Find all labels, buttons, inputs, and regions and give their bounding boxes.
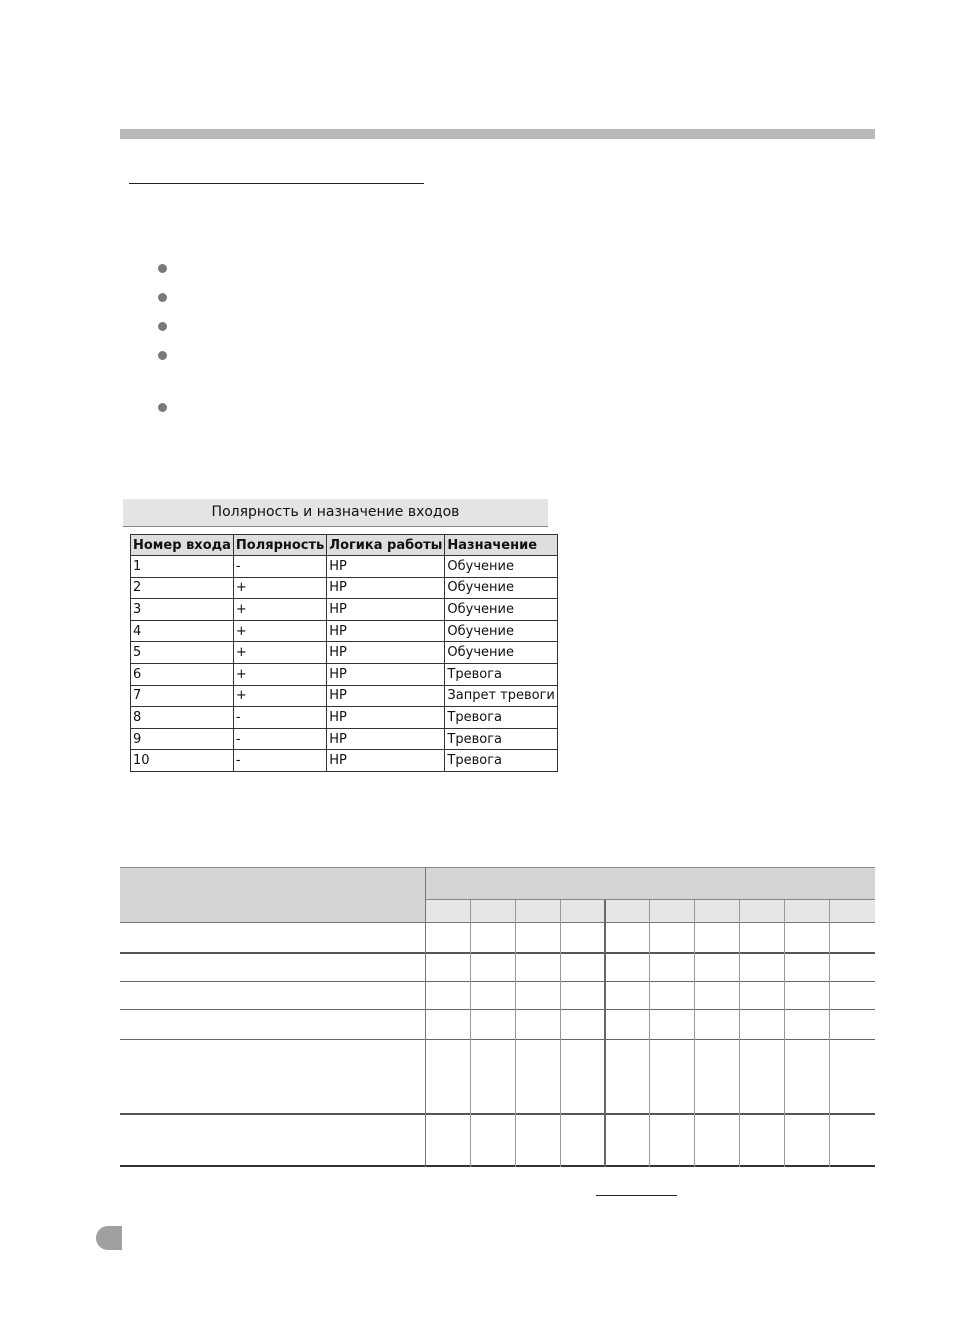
grid-line bbox=[120, 1165, 875, 1167]
polarity-cell: + bbox=[233, 685, 326, 707]
purpose-cell: Запрет тревоги bbox=[445, 685, 557, 707]
logic-cell: НР bbox=[327, 707, 445, 729]
grid-header-left bbox=[120, 867, 425, 922]
logic-cell: НР bbox=[327, 728, 445, 750]
grid-line bbox=[515, 900, 516, 1167]
table-row bbox=[131, 728, 558, 750]
table-row bbox=[131, 750, 558, 772]
bullet-item bbox=[158, 403, 167, 412]
input-number-cell: 4 bbox=[131, 620, 234, 642]
input-number-cell: 6 bbox=[131, 663, 234, 685]
grid-line bbox=[829, 900, 830, 1167]
polarity-cell: + bbox=[233, 663, 326, 685]
grid-line bbox=[694, 900, 695, 1167]
purpose-cell: Тревога bbox=[445, 663, 557, 685]
grid-line bbox=[120, 981, 875, 982]
polarity-cell: + bbox=[233, 642, 326, 664]
table-row bbox=[131, 663, 558, 685]
bullet-item bbox=[158, 322, 167, 331]
logic-cell: НР bbox=[327, 620, 445, 642]
polarity-cell: + bbox=[233, 620, 326, 642]
grid-line bbox=[120, 922, 875, 923]
footer-underline bbox=[596, 1195, 677, 1196]
top-header-rule bbox=[120, 129, 875, 139]
logic-cell: НР bbox=[327, 663, 445, 685]
polarity-cell: - bbox=[233, 707, 326, 729]
input-number-cell: 9 bbox=[131, 728, 234, 750]
column-header: Логика работы bbox=[327, 535, 445, 556]
logic-cell: НР bbox=[327, 685, 445, 707]
table-row bbox=[131, 642, 558, 664]
empty-grid-table bbox=[120, 867, 875, 1167]
polarity-cell: - bbox=[233, 556, 326, 578]
grid-line bbox=[739, 900, 740, 1167]
input-number-cell: 7 bbox=[131, 685, 234, 707]
grid-line bbox=[120, 1113, 875, 1115]
table-row bbox=[131, 620, 558, 642]
table-row bbox=[131, 685, 558, 707]
purpose-cell: Тревога bbox=[445, 750, 557, 772]
bullet-item bbox=[158, 264, 167, 273]
input-number-cell: 3 bbox=[131, 599, 234, 621]
purpose-cell: Тревога bbox=[445, 707, 557, 729]
purpose-cell: Обучение bbox=[445, 642, 557, 664]
polarity-cell: + bbox=[233, 599, 326, 621]
grid-line bbox=[425, 867, 426, 1167]
polarity-title: Полярность и назначение входов bbox=[123, 499, 548, 527]
input-number-cell: 10 bbox=[131, 750, 234, 772]
grid-line bbox=[649, 900, 650, 1167]
purpose-cell: Обучение bbox=[445, 599, 557, 621]
polarity-cell: + bbox=[233, 577, 326, 599]
purpose-cell: Обучение bbox=[445, 577, 557, 599]
logic-cell: НР bbox=[327, 642, 445, 664]
grid-line bbox=[604, 900, 606, 1167]
polarity-table bbox=[130, 534, 558, 772]
input-number-cell: 2 bbox=[131, 577, 234, 599]
input-number-cell: 8 bbox=[131, 707, 234, 729]
column-header: Назначение bbox=[445, 535, 557, 556]
input-number-cell: 1 bbox=[131, 556, 234, 578]
grid-line bbox=[120, 1039, 875, 1040]
grid-line bbox=[120, 1009, 875, 1010]
table-row bbox=[131, 599, 558, 621]
grid-line bbox=[470, 900, 471, 1167]
column-header: Номер входа bbox=[131, 535, 234, 556]
logic-cell: НР bbox=[327, 556, 445, 578]
table-row bbox=[131, 707, 558, 729]
column-header: Полярность bbox=[233, 535, 326, 556]
table-header-row bbox=[131, 535, 558, 556]
polarity-cell: - bbox=[233, 728, 326, 750]
purpose-cell: Тревога bbox=[445, 728, 557, 750]
input-number-cell: 5 bbox=[131, 642, 234, 664]
grid-line bbox=[560, 900, 561, 1167]
purpose-cell: Обучение bbox=[445, 620, 557, 642]
bullet-item bbox=[158, 293, 167, 302]
logic-cell: НР bbox=[327, 599, 445, 621]
logic-cell: НР bbox=[327, 750, 445, 772]
grid-header-group bbox=[426, 867, 875, 899]
section-title-underline bbox=[129, 183, 424, 184]
table-row bbox=[131, 577, 558, 599]
grid-line bbox=[120, 867, 875, 868]
grid-header-subcolumns bbox=[426, 900, 875, 922]
polarity-screenshot bbox=[123, 499, 555, 779]
grid-line bbox=[120, 952, 875, 954]
grid-line bbox=[426, 899, 875, 900]
polarity-cell: - bbox=[233, 750, 326, 772]
purpose-cell: Обучение bbox=[445, 556, 557, 578]
page-number-tab bbox=[96, 1226, 122, 1250]
grid-line bbox=[784, 900, 785, 1167]
bullet-item bbox=[158, 351, 167, 360]
logic-cell: НР bbox=[327, 577, 445, 599]
table-row bbox=[131, 556, 558, 578]
